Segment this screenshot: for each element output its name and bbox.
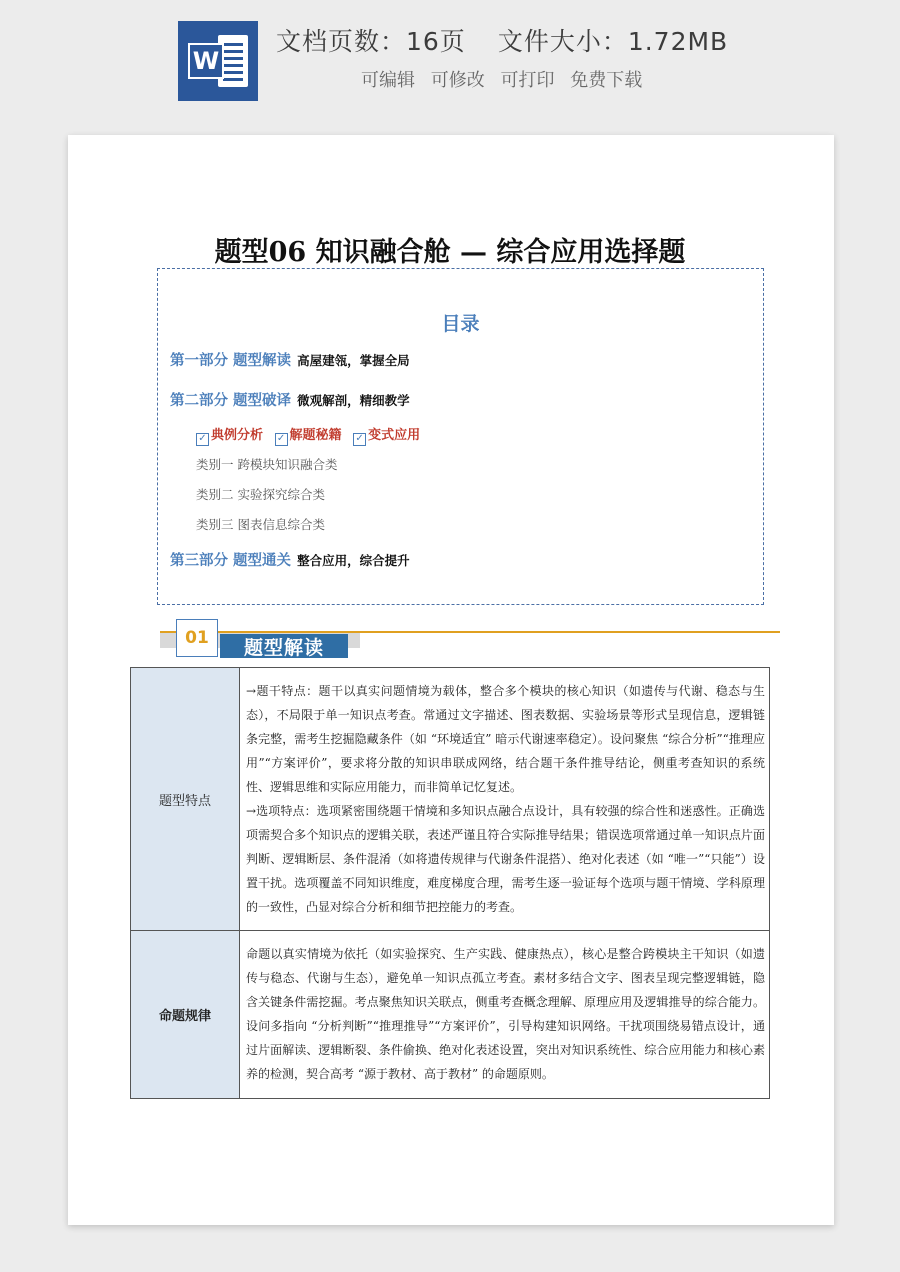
table-row	[131, 668, 770, 931]
feature-editable: 可编辑	[361, 70, 415, 91]
toc-part-label: 第一部分 题型解读	[170, 353, 292, 369]
toc-part-subtitle: 高屋建瓴，掌握全局	[297, 353, 410, 368]
feature-free-download: 免费下载	[570, 70, 643, 91]
toc-sub-items	[196, 424, 420, 446]
toc-category-1[interactable]: 类别一 跨模块知识融合类	[196, 457, 338, 472]
row-content	[240, 668, 770, 931]
toc-title: 目录	[441, 313, 480, 335]
table-of-contents	[157, 268, 764, 605]
checklist-icon: ✓	[275, 433, 288, 446]
toc-sub-variants[interactable]: ✓ 变式应用	[353, 428, 420, 443]
word-letter-icon: W	[188, 43, 224, 79]
paragraph-option-features: →选项特点：选项紧密围绕题干情境和多知识点融合点设计，具有较强的综合性和迷惑性。正确选项需契合多个知识点的逻辑关联，表述严谨且符合实际推导结果；错误选项常通过单一知识点片面判断、逻辑断层、条件混淆（如将遗传规律与代谢条件混搭）、绝对化表述（如 “唯一”“只能”）设置干扰。选项覆盖不同知识维度，难度梯度合理，需考生逐一验证每个选项与题干情境、学科原理的一致性，凸显对综合分析和细节把控能力的考查。	[246, 803, 765, 914]
checklist-icon: ✓	[196, 433, 209, 446]
toc-part-1[interactable]	[170, 349, 410, 370]
toc-part-3[interactable]	[170, 549, 410, 570]
checklist-icon: ✓	[353, 433, 366, 446]
feature-modifiable: 可修改	[430, 70, 485, 91]
file-size: 文件大小：1.72MB	[497, 27, 729, 56]
toc-part-2[interactable]	[170, 389, 410, 410]
row-label: 命题规律	[131, 931, 240, 1099]
page-count: 文档页数：16页	[276, 27, 466, 56]
feature-list	[361, 66, 642, 92]
file-info	[276, 22, 728, 58]
toc-part-label: 第三部分 题型通关	[170, 553, 292, 569]
toc-category-2[interactable]: 类别二 实验探究综合类	[196, 487, 325, 502]
toc-part-label: 第二部分 题型破译	[170, 393, 292, 409]
toc-part-subtitle: 微观解剖，精细教学	[297, 393, 410, 408]
paragraph-stem-features: →题干特点：题干以真实问题情境为载体，整合多个模块的核心知识（如遗传与代谢、稳态与生态），不局限于单一知识点考查。常通过文字描述、图表数据、实验场景等形式呈现信息，逻辑链条完整，需考生挖掘隐藏条件（如 “环境适宜” 暗示代谢速率稳定）。设问聚焦 “综合分析”“推理应用”“方案评价”，要求将分散的知识串联成网络，结合题干条件推导结论，侧重考查知识的系统性、逻辑思维和实际应用能力，而非简单记忆复述。	[246, 683, 765, 794]
toc-sub-example[interactable]: ✓ 典例分析	[196, 428, 263, 443]
section-number: 01	[176, 619, 218, 657]
row-label: 题型特点	[131, 668, 240, 931]
row-content	[240, 931, 770, 1099]
table-row	[131, 931, 770, 1099]
question-type-table	[130, 667, 770, 1099]
document-title: 题型06 知识融合舱 — 综合应用选择题	[214, 237, 686, 268]
feature-printable: 可打印	[500, 70, 555, 91]
toc-sub-tips[interactable]: ✓ 解题秘籍	[275, 428, 342, 443]
toc-part-subtitle: 整合应用，综合提升	[297, 553, 410, 568]
toc-category-3[interactable]: 类别三 图表信息综合类	[196, 517, 325, 532]
section-heading: 题型解读	[220, 634, 348, 658]
paragraph-pattern: 命题以真实情境为依托（如实验探究、生产实践、健康热点），核心是整合跨模块主干知识（如遗传与稳态、代谢与生态），避免单一知识点孤立考查。素材多结合文字、图表呈现完整逻辑链，隐含关键条件需挖掘。考点聚焦知识关联点，侧重考查概念理解、原理应用及逻辑推导的综合能力。设问多指向 “分析判断”“推理推导”“方案评价”，引导构建知识网络。干扰项围绕易错点设计，通过片面解读、逻辑断裂、条件偷换、绝对化表述设置，突出对知识系统性、综合应用能力和核心素养的检测，契合高考 “源于教材、高于教材” 的命题原则。	[246, 947, 765, 1081]
word-document-icon	[178, 21, 258, 101]
